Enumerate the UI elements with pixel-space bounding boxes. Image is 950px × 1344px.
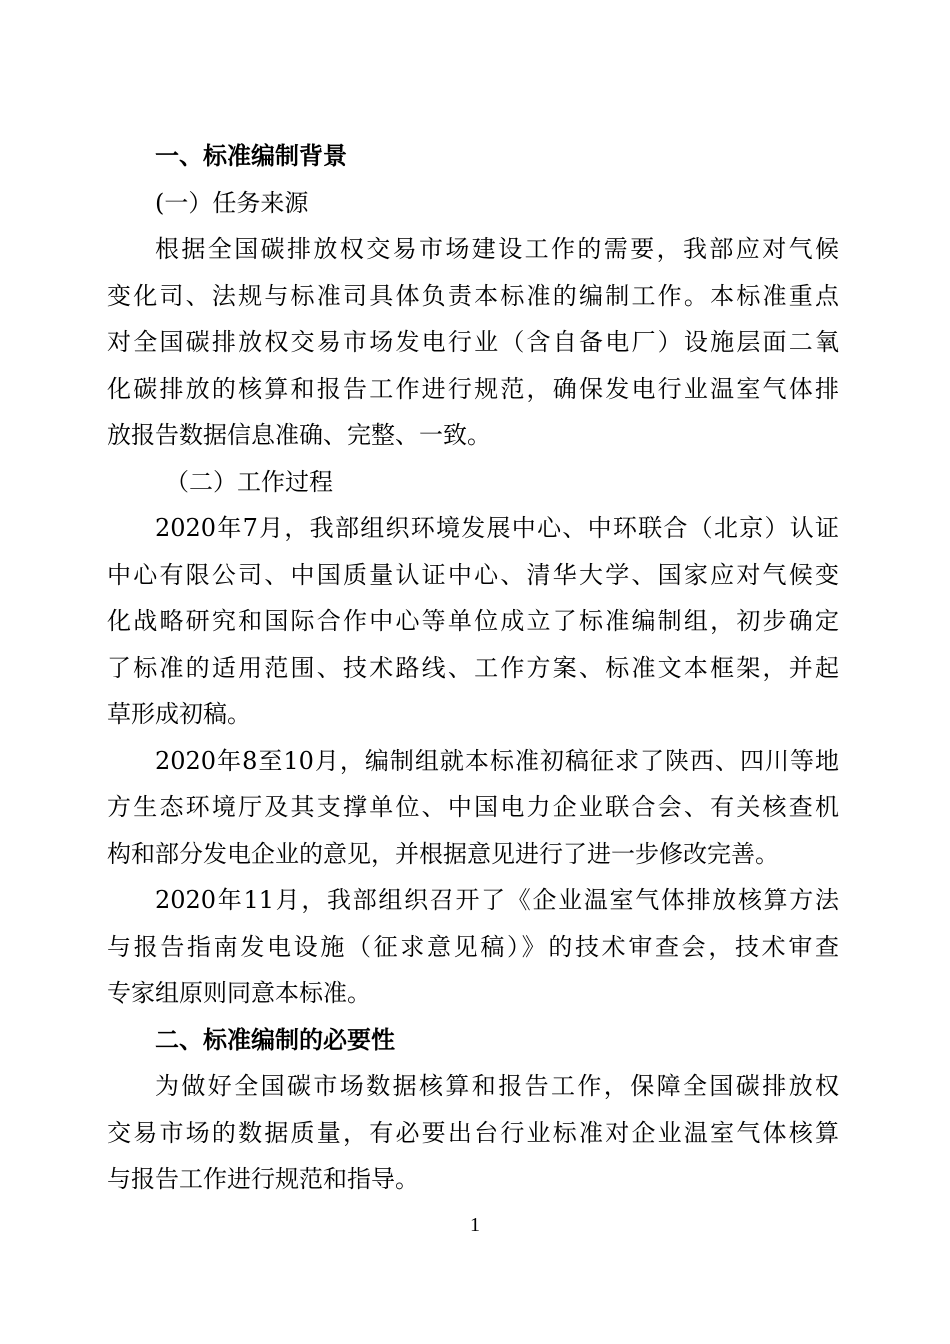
- paragraph-line: 2020年11月，我部组织召开了《企业温室气体排放核算方法: [155, 886, 839, 914]
- subheading-task-source: (一）任务来源: [155, 188, 309, 217]
- paragraph-line: 化碳排放的核算和报告工作进行规范，确保发电行业温室气体排: [107, 374, 839, 403]
- paragraph-line: 草形成初稿。: [107, 700, 251, 728]
- section-heading-necessity: 二、标准编制的必要性: [155, 1025, 395, 1054]
- paragraph-line: 变化司、法规与标准司具体负责本标准的编制工作。本标准重点: [107, 281, 839, 310]
- paragraph-line: 化战略研究和国际合作中心等单位成立了标准编制组，初步确定: [107, 607, 839, 635]
- section-heading-background: 一、标准编制背景: [155, 142, 347, 170]
- paragraph-line: 根据全国碳排放权交易市场建设工作的需要，我部应对气候: [155, 235, 839, 263]
- paragraph-line: 了标准的适用范围、技术路线、工作方案、标准文本框架，并起: [107, 653, 839, 682]
- paragraph-necessity: [107, 1063, 839, 1203]
- paragraph-line: 方生态环境厅及其支撑单位、中国电力企业联合会、有关核查机: [107, 793, 839, 821]
- paragraph-line: 2020年8至10月，编制组就本标准初稿征求了陕西、四川等地: [155, 746, 839, 775]
- paragraph-line: 交易市场的数据质量，有必要出台行业标准对企业温室气体核算: [107, 1118, 839, 1147]
- paragraph-line: 与报告工作进行规范和指导。: [107, 1165, 419, 1193]
- paragraph-line: 2020年7月，我部组织环境发展中心、中环联合（北京）认证: [155, 514, 839, 542]
- subheading-work-process: （二）工作过程: [165, 467, 333, 496]
- paragraph-nov-2020: [107, 877, 839, 1017]
- page-number: 1: [470, 1214, 480, 1236]
- paragraph-task-source: [107, 226, 839, 459]
- page-content: [107, 133, 839, 1203]
- paragraph-line: 为做好全国碳市场数据核算和报告工作，保障全国碳排放权: [155, 1072, 839, 1100]
- paragraph-line: 中心有限公司、中国质量认证中心、清华大学、国家应对气候变: [107, 560, 839, 589]
- paragraph-aug-oct-2020: [107, 738, 839, 878]
- paragraph-line: 放报告数据信息准确、完整、一致。: [107, 421, 491, 449]
- paragraph-line: 专家组原则同意本标准。: [107, 979, 371, 1007]
- paragraph-july-2020: [107, 505, 839, 738]
- paragraph-line: 与报告指南发电设施（征求意见稿）》的技术审查会，技术审查: [107, 932, 839, 961]
- paragraph-line: 构和部分发电企业的意见，并根据意见进行了进一步修改完善。: [107, 839, 779, 868]
- paragraph-line: 对全国碳排放权交易市场发电行业（含自备电厂）设施层面二氧: [107, 328, 839, 356]
